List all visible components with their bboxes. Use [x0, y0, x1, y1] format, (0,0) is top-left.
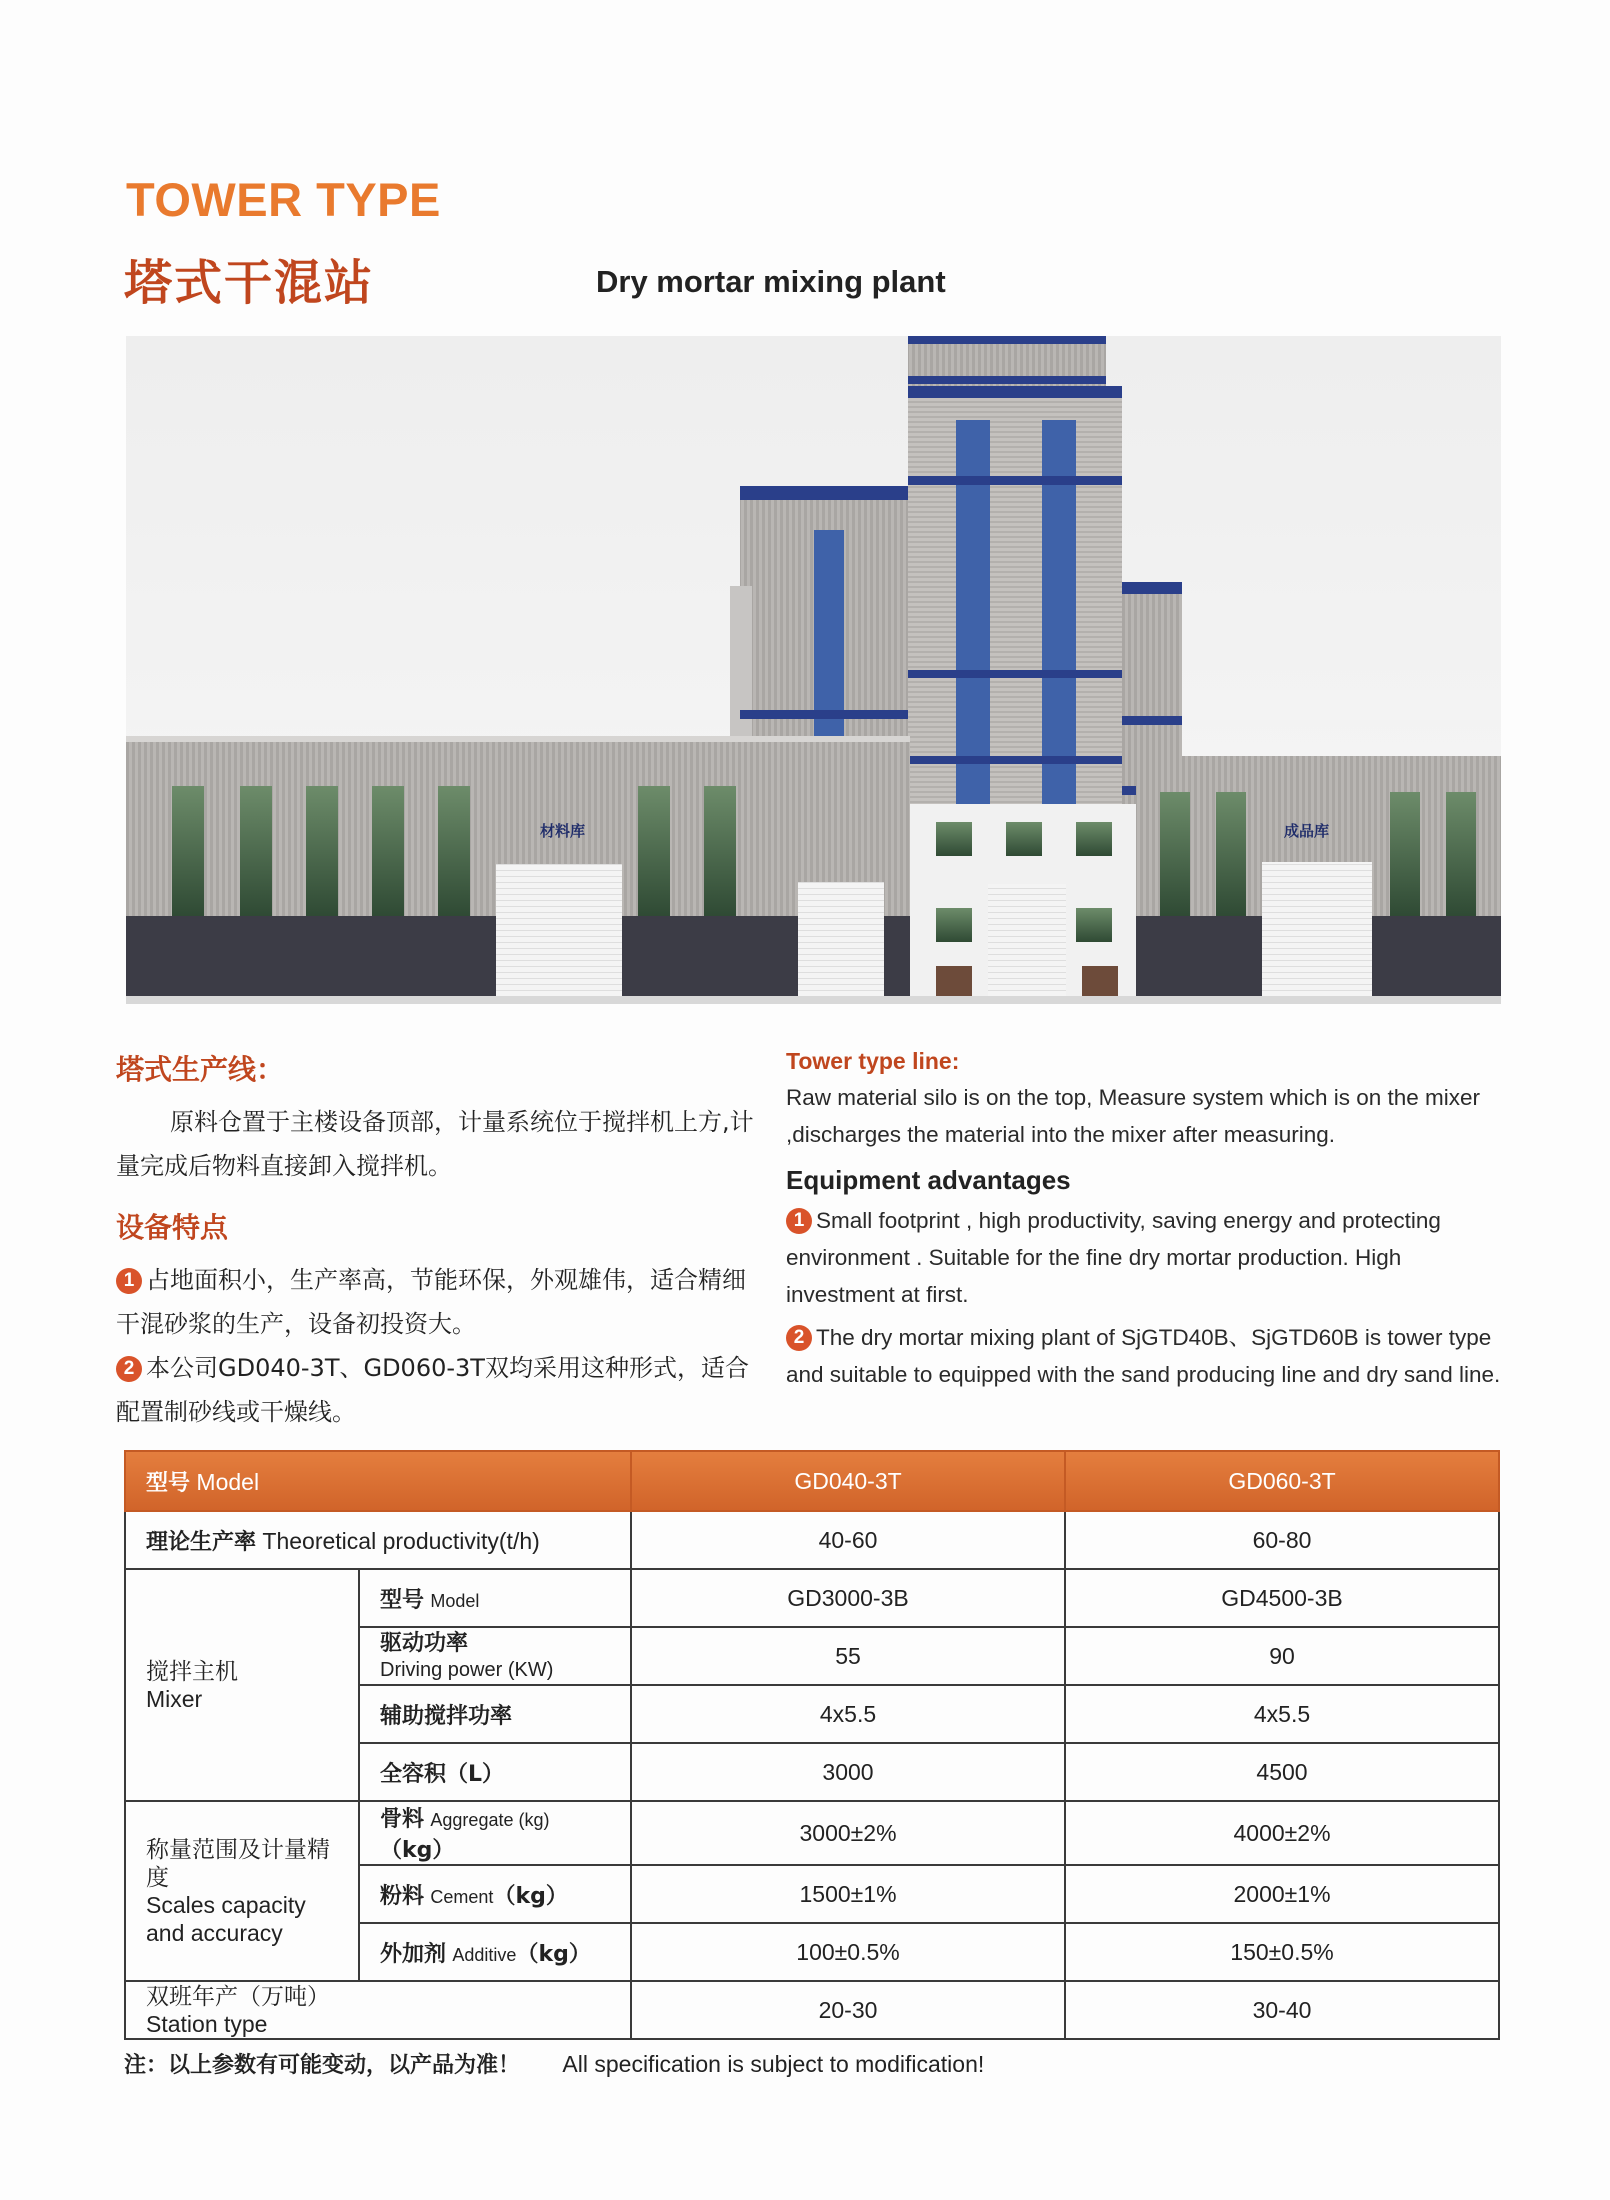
scales-group-label — [125, 1801, 359, 1981]
en-adv-1-text: Small footprint , high productivity, saving energy and protecting environment . Suitable for the fine dry mortar production. High investment at first. — [786, 1208, 1441, 1307]
mixer-power-cn: 驱动功率 — [380, 1631, 469, 1656]
en-description — [786, 1048, 1506, 1393]
productivity-v2: 60-80 — [1065, 1511, 1499, 1569]
aggregate-v1: 3000±2% — [631, 1801, 1065, 1865]
productivity-label — [125, 1511, 631, 1569]
mixer-volume-v1: 3000 — [631, 1743, 1065, 1801]
aggregate-unit: （kg） — [380, 1838, 455, 1863]
station-en: Station type — [146, 2011, 268, 2037]
aggregate-cn: 骨料 — [380, 1807, 425, 1832]
scales-group-cn: 称量范围及计量精度 — [146, 1836, 330, 1890]
cement-v2: 2000±1% — [1065, 1865, 1499, 1923]
table-header-row — [125, 1451, 1499, 1511]
productivity-cn: 理论生产率 — [146, 1529, 257, 1555]
additive-cn: 外加剂 — [380, 1941, 447, 1967]
mixer-model-label — [359, 1569, 631, 1627]
aggregate-label — [359, 1801, 631, 1865]
mixer-power-v1: 55 — [631, 1627, 1065, 1685]
cn-adv-1-text: 占地面积小，生产率高，节能环保，外观雄伟，适合精细干混砂浆的生产，设备初投资大。 — [116, 1266, 746, 1338]
header-col2: GD060-3T — [1065, 1451, 1499, 1511]
scales-group-en: Scales capacity and accuracy — [146, 1892, 306, 1946]
cn-adv-heading: 设备特点 — [116, 1211, 229, 1244]
aggregate-en: Aggregate (kg) — [430, 1810, 550, 1830]
number-two-icon: 2 — [116, 1356, 142, 1382]
header-model-en: Model — [196, 1468, 260, 1495]
additive-v1: 100±0.5% — [631, 1923, 1065, 1981]
sign-right: 成品库 — [1284, 822, 1330, 840]
mixer-volume-label — [359, 1743, 631, 1801]
mixer-aux-v2: 4x5.5 — [1065, 1685, 1499, 1743]
number-two-icon: 2 — [786, 1325, 812, 1351]
footnote — [124, 2048, 984, 2079]
cn-line-heading: 塔式生产线： — [116, 1053, 285, 1086]
mixer-power-label — [359, 1627, 631, 1685]
mixer-power-v2: 90 — [1065, 1627, 1499, 1685]
en-line-heading: Tower type line: — [786, 1048, 960, 1074]
mixer-aux-label — [359, 1685, 631, 1743]
mixer-power-en: Driving power (KW) — [380, 1659, 554, 1681]
mixer-volume-v2: 4500 — [1065, 1743, 1499, 1801]
en-adv-2-text: The dry mortar mixing plant of SjGTD40B、SjGTD60B is tower type and suitable to equipped with the sand producing line and dry sand line. — [786, 1325, 1501, 1387]
additive-v2: 150±0.5% — [1065, 1923, 1499, 1981]
mixer-model-en: Model — [430, 1590, 480, 1611]
title-cn: 塔式干混站 — [124, 255, 375, 311]
spec-table — [124, 1450, 1500, 2040]
table-row — [125, 1511, 1499, 1569]
number-one-icon: 1 — [116, 1268, 142, 1294]
sign-left: 材料库 — [540, 822, 586, 840]
cn-adv-1 — [116, 1258, 756, 1346]
additive-en: Additive — [452, 1944, 517, 1965]
mixer-group-en: Mixer — [146, 1686, 203, 1712]
cn-line-text: 原料仓置于主楼设备顶部，计量系统位于搅拌机上方,计量完成后物料直接卸入搅拌机。 — [116, 1108, 754, 1180]
header-model-cn: 型号 — [146, 1470, 191, 1496]
cn-adv-2 — [116, 1346, 756, 1434]
cn-adv-2-text: 本公司GD040-3T、GD060-3T双均采用这种形式，适合配置制砂线或干燥线。 — [116, 1354, 749, 1426]
cement-unit: （kg） — [493, 1883, 568, 1909]
additive-label — [359, 1923, 631, 1981]
table-row — [125, 1801, 1499, 1865]
plant-photo — [126, 336, 1501, 1004]
en-adv-1 — [786, 1202, 1506, 1313]
mixer-model-v2: GD4500-3B — [1065, 1569, 1499, 1627]
en-line-text: Raw material silo is on the top, Measure system which is on the mixer ,discharges the material into the mixer after measuring. — [786, 1085, 1481, 1147]
cement-cn: 粉料 — [380, 1883, 425, 1909]
subtitle: Dry mortar mixing plant — [596, 264, 946, 299]
mixer-aux-cn: 辅助搅拌功率 — [380, 1703, 513, 1729]
cement-label — [359, 1865, 631, 1923]
table-row — [125, 1569, 1499, 1627]
cement-v1: 1500±1% — [631, 1865, 1065, 1923]
station-v2: 30-40 — [1065, 1981, 1499, 2039]
cement-en: Cement — [430, 1886, 494, 1907]
table-row — [125, 1981, 1499, 2039]
mixer-model-cn: 型号 — [380, 1587, 425, 1613]
en-adv-2 — [786, 1319, 1506, 1393]
mixer-group-cn: 搅拌主机 — [146, 1658, 238, 1684]
mixer-volume-cn: 全容积（L） — [380, 1761, 505, 1787]
number-one-icon: 1 — [786, 1208, 812, 1234]
footnote-en: All specification is subject to modification! — [562, 2051, 985, 2077]
station-label — [125, 1981, 631, 2039]
station-cn: 双班年产（万吨） — [146, 1983, 330, 2009]
mixer-group-label — [125, 1569, 359, 1801]
productivity-en: Theoretical productivity(t/h) — [262, 1527, 540, 1554]
header-model — [125, 1451, 631, 1511]
productivity-v1: 40-60 — [631, 1511, 1065, 1569]
title-en: TOWER TYPE — [126, 173, 441, 226]
en-adv-heading: Equipment advantages — [786, 1165, 1071, 1195]
header-col1: GD040-3T — [631, 1451, 1065, 1511]
cn-description — [116, 1048, 756, 1434]
footnote-cn: 注：以上参数有可能变动，以产品为准！ — [124, 2053, 521, 2078]
additive-unit: （kg） — [516, 1941, 591, 1967]
station-v1: 20-30 — [631, 1981, 1065, 2039]
mixer-model-v1: GD3000-3B — [631, 1569, 1065, 1627]
aggregate-v2: 4000±2% — [1065, 1801, 1499, 1865]
mixer-aux-v1: 4x5.5 — [631, 1685, 1065, 1743]
